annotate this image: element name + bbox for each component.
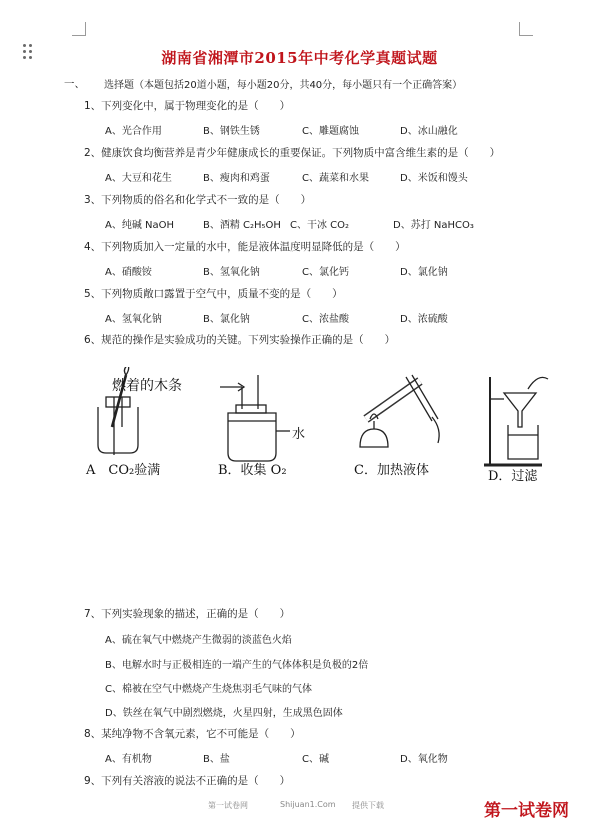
footer-site-url: Shijuan1.Com	[280, 800, 336, 809]
question-1-option-b: B、钢铁生锈	[203, 126, 260, 137]
question-2-option-c: C、蔬菜和水果	[302, 173, 369, 184]
question-8-option-b: B、盐	[203, 754, 230, 765]
filtration-illustration	[484, 377, 548, 465]
question-7-stem: 7、下列实验现象的描述，正确的是（ ）	[84, 608, 291, 620]
question-8-option-c: C、碱	[302, 754, 329, 765]
footer-site-name: 第一试卷网	[208, 801, 248, 810]
water-label: 水	[292, 427, 306, 442]
figure-caption-b: B．收集 O₂	[218, 463, 287, 478]
question-1-stem: 1、下列变化中，属于物理变化的是（ ）	[84, 100, 291, 112]
question-3-option-d: D、苏打 NaHCO₃	[393, 220, 474, 231]
question-5-stem: 5、下列物质敞口露置于空气中，质量不变的是（ ）	[84, 288, 343, 300]
question-8-option-d: D、氧化物	[400, 754, 448, 765]
question-4-option-d: D、氯化钠	[400, 267, 448, 278]
question-2-stem: 2、健康饮食均衡营养是青少年健康成长的重要保证。下列物质中富含维生素的是（ ）	[84, 147, 501, 159]
question-2-option-a: A、大豆和花生	[105, 173, 172, 184]
question-5-option-b: B、氯化钠	[203, 314, 250, 325]
section-number: 一、	[64, 78, 85, 90]
question-4-option-a: A、硝酸铵	[105, 267, 152, 278]
question-1-option-a: A、光合作用	[105, 126, 162, 137]
question-7-option-b: B、电解水时与正极相连的一端产生的气体体积是负极的2倍	[105, 660, 369, 671]
question-5-option-d: D、浓硫酸	[400, 314, 448, 325]
crop-mark-top-left	[72, 22, 86, 36]
question-4-option-c: C、氯化钙	[302, 267, 349, 278]
question-3-option-a: A、纯碱 NaOH	[105, 220, 175, 231]
footer-download-note: 提供下载	[352, 801, 384, 810]
crop-mark-top-right	[519, 22, 533, 36]
question-6-figure	[86, 367, 562, 487]
question-8-option-a: A、有机物	[105, 754, 152, 765]
figure-caption-c: C．加热液体	[354, 463, 429, 478]
question-8-stem: 8、某纯净物不含氧元素，它不可能是（ ）	[84, 728, 301, 740]
gas-collection-bottle-illustration	[220, 375, 290, 461]
heating-liquid-illustration	[360, 375, 439, 447]
burning-stick-label: 燃着的木条	[112, 378, 182, 394]
question-3-option-c: C、干冰 CO₂	[290, 220, 350, 231]
question-2-option-b: B、瘦肉和鸡蛋	[203, 173, 270, 184]
question-2-option-d: D、米饭和馒头	[400, 173, 468, 184]
question-3-option-b: B、酒精 C₂H₅OH	[203, 220, 281, 231]
section-heading: 选择题（本题包括20道小题，每小题20分，共40分，每小题只有一个正确答案）	[104, 80, 463, 91]
question-5-option-a: A、氢氧化钠	[105, 314, 162, 325]
question-7-option-d: D、铁丝在氧气中剧烈燃烧，火星四射，生成黑色固体	[105, 708, 343, 719]
figure-caption-a: A CO₂验满	[86, 463, 161, 478]
figure-caption-d: D．过滤	[488, 469, 538, 484]
question-1-option-d: D、冰山融化	[400, 126, 458, 137]
question-9-stem: 9、下列有关溶液的说法不正确的是（ ）	[84, 775, 291, 787]
question-7-option-c: C、棉被在空气中燃烧产生烧焦羽毛气味的气体	[105, 684, 312, 695]
brand-logo: 第一试卷网	[484, 801, 569, 821]
question-5-option-c: C、浓盐酸	[302, 314, 349, 325]
question-3-stem: 3、下列物质的俗名和化学式不一致的是（ ）	[84, 194, 312, 206]
question-7-option-a: A、硫在氧气中燃烧产生微弱的淡蓝色火焰	[105, 635, 292, 646]
question-6-stem: 6、规范的操作是实验成功的关键。下列实验操作正确的是（ ）	[84, 334, 396, 346]
document-title: 湖南省湘潭市2015年中考化学真题试题	[161, 49, 438, 67]
question-4-option-b: B、氢氧化钠	[203, 267, 260, 278]
question-1-option-c: C、雕题腐蚀	[302, 126, 359, 137]
question-4-stem: 4、下列物质加入一定量的水中，能是液体温度明显降低的是（ ）	[84, 241, 406, 253]
